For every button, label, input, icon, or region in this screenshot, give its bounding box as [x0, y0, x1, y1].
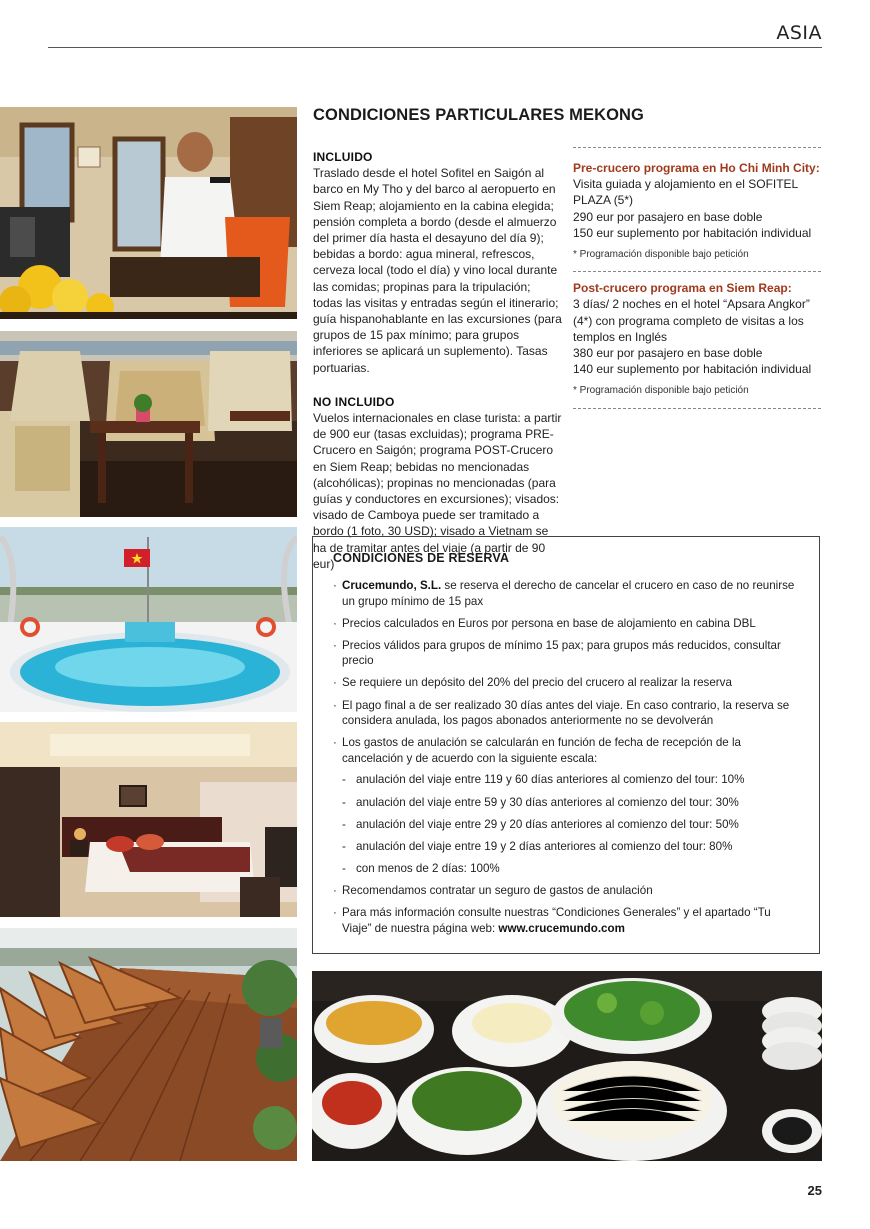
scale-item: - anulación del viaje entre 119 y 60 días anteriores al comienzo del tour: 10% — [342, 772, 799, 788]
photo-captain-wheelhouse — [0, 107, 297, 319]
scale-item: - con menos de 2 días: 100% — [342, 861, 799, 877]
included-heading: INCLUIDO — [313, 150, 373, 164]
list-item-text: Los gastos de anulación se calcularán en función de fecha de recepción de la cancelación y de acuerdo con la siguiente escala: — [342, 736, 741, 765]
page-number: 25 — [807, 1183, 822, 1198]
photo-vietnamese-food — [312, 971, 822, 1161]
scale-item: - anulación del viaje entre 59 y 30 días anteriores al comienzo del tour: 30% — [342, 795, 799, 811]
scale-item: - anulación del viaje entre 19 y 2 días anteriores al comienzo del tour: 80% — [342, 839, 799, 855]
post-cruise-description: 3 días/ 2 noches en el hotel “Apsara Angkor” (4*) con programa completo de visitas a los templos en Inglés — [573, 297, 810, 344]
dashed-divider — [573, 147, 821, 148]
list-item-text: Para más información consulte nuestras “Condiciones Generales” y el apartado “Tu Viaje” de nuestra página web: — [342, 906, 771, 935]
photo-pool — [0, 527, 297, 712]
pre-cruise-price-double: 290 eur por pasajero en base doble — [573, 209, 763, 224]
conditions-column — [313, 149, 563, 572]
post-cruise-price-double: 380 eur por pasajero en base doble — [573, 346, 763, 361]
region-label: ASIA — [776, 22, 822, 44]
reservation-list — [333, 578, 799, 936]
header-divider — [48, 47, 822, 48]
website-link[interactable]: www.crucemundo.com — [498, 921, 625, 935]
post-cruise-note: * Programación disponible bajo petición — [573, 385, 749, 397]
page-title: CONDICIONES PARTICULARES MEKONG — [313, 106, 644, 124]
scale-item: - anulación del viaje entre 29 y 20 días anteriores al comienzo del tour: 50% — [342, 817, 799, 833]
reservation-title: CONDICIONES DE RESERVA — [333, 551, 510, 565]
photo-lounge — [0, 331, 297, 517]
dashed-divider — [573, 408, 821, 409]
photo-cabin-bedroom — [0, 722, 297, 917]
not-included-heading: NO INCLUIDO — [313, 394, 395, 409]
reservation-conditions-box — [312, 536, 820, 954]
list-item — [333, 735, 799, 876]
included-text: Traslado desde el hotel Sofitel en Saigón al barco en My Tho y del barco al aeropuerto en Siem Reap; alojamiento en la cabina elegida; pensión completa a bordo (desde el almuerzo del primer día hasta el desayuno del día 9); bebidas a bordo: agua mineral, refrescos, cerveza local (todo el día) y vino local durante las comidas; propinas para la tripulación; todas las visitas y entradas según el itinerario; guía hispanohablante en las excursiones (para grupos de 15 pax mínimo; para grupos inferiores se aplicará un suplemento). Tasas portuarias. — [313, 166, 562, 375]
not-included-text: Vuelos internacionales en clase turista: a partir de 900 eur (tasas excluidas); programa PRE-Crucero en Saigón; programa POST-Crucero en Siem Reap; bebidas no mencionadas (alcohólicas); propinas no mencionadas (para guías y conductores en excursiones); visados: visado de Camboya puede ser tramitado a bordo (1 foto, 30 USD); visado a Vietnam se ha de tramitar antes del viaje (a partir de 90 eur) — [313, 411, 562, 571]
pre-cruise-price-single: 150 eur suplemento por habitación individual — [573, 225, 812, 240]
list-item: · Se requiere un depósito del 20% del precio del crucero al realizar la reserva — [333, 675, 799, 691]
company-name: Crucemundo, S.L. — [342, 579, 442, 592]
post-cruise-price-single: 140 eur suplemento por habitación individual — [573, 362, 812, 377]
dashed-divider — [573, 271, 821, 272]
photo-sun-deck — [0, 928, 297, 1161]
pre-cruise-note: * Programación disponible bajo petición — [573, 249, 749, 261]
list-item-text: se reserva el derecho de cancelar el crucero en caso de no reunirse un grupo mínimo de 15 pax — [342, 579, 795, 608]
list-item: · Precios calculados en Euros por persona en base de alojamiento en cabina DBL — [333, 616, 799, 632]
pre-cruise-title: Pre-crucero programa en Ho Chi Minh City: — [573, 161, 820, 175]
list-item: · Precios válidos para grupos de mínimo 15 pax; para grupos más reducidos, consultar precio — [333, 638, 799, 669]
extension-programs-column — [573, 147, 821, 409]
post-cruise-title: Post-crucero programa en Siem Reap: — [573, 281, 792, 296]
list-item: · El pago final a de ser realizado 30 días antes del viaje. En caso contrario, la reserva se considera anulada, los pagos abonados anteriormente no se devolverán — [333, 698, 799, 729]
list-item — [333, 578, 799, 609]
cancellation-scale — [342, 772, 799, 876]
list-item — [333, 905, 799, 936]
list-item: · Recomendamos contratar un seguro de gastos de anulación — [333, 883, 799, 899]
pre-cruise-description: Visita guiada y alojamiento en el SOFITEL PLAZA (5*) — [573, 177, 798, 208]
